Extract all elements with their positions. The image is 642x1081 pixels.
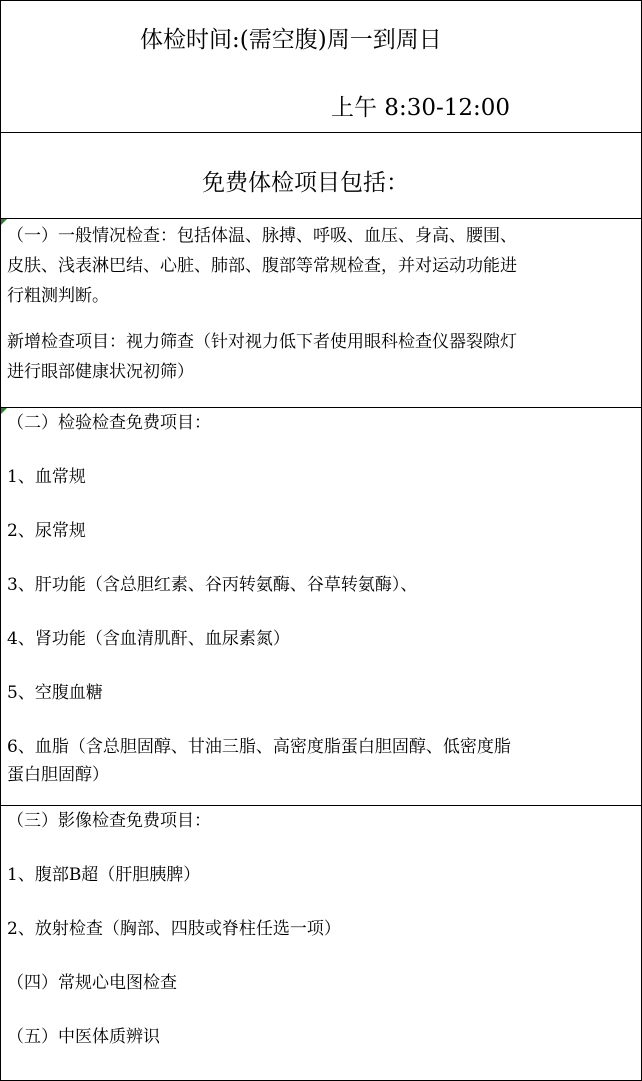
section1-line2: 皮肤、浅表淋巴结、心脏、肺部、腹部等常规检查，并对运动功能进: [7, 256, 517, 276]
lab-item-continuation: 蛋白胆固醇）: [7, 765, 109, 785]
exam-time-row: [1, 1, 641, 133]
lab-item: 4、肾功能（含血清肌酐、血尿素氮）: [7, 629, 290, 649]
section1-line3: 行粗测判断。: [7, 286, 109, 306]
lab-item: 6、血脂（含总胆固醇、甘油三脂、高密度脂蛋白胆固醇、低密度脂: [7, 737, 511, 757]
new-item-line1: 新增检查项目：视力筛查（针对视力低下者使用眼科检查仪器裂隙灯: [7, 332, 517, 352]
free-items-title-row: [1, 133, 641, 219]
tcm-item: （五）中医体质辨识: [7, 1027, 160, 1047]
section3-title: （三）影像检查免费项目：: [7, 811, 211, 831]
lab-item: 5、空腹血糖: [7, 683, 103, 703]
lab-item: 3、肝功能（含总胆红素、谷丙转氨酶、谷草转氨酶）、: [7, 575, 418, 595]
exam-time-text: 体检时间:(需空腹)周一到周日: [140, 27, 442, 53]
ecg-item: （四）常规心电图检查: [7, 973, 177, 993]
section1-line1: （一）一般情况检查：包括体温、脉搏、呼吸、血压、身高、腰围、: [7, 226, 517, 246]
lab-item: 1、血常规: [7, 467, 86, 487]
lab-item: 2、尿常规: [7, 521, 86, 541]
new-item-line2: 进行眼部健康状况初筛）: [7, 362, 194, 382]
imaging-item: 1、腹部B超（肝胆胰脾）: [7, 865, 201, 885]
section-lab-row: [1, 408, 641, 806]
section-general-row: [1, 219, 641, 408]
free-items-title: 免费体检项目包括：: [202, 170, 409, 196]
imaging-item: 2、放射检查（胸部、四肢或脊柱任选一项）: [7, 919, 341, 939]
section2-title: （二）检验检查免费项目：: [7, 413, 211, 433]
section-imaging-row: [1, 806, 641, 1080]
morning-hours-text: 上午 8:30-12:00: [331, 95, 511, 121]
